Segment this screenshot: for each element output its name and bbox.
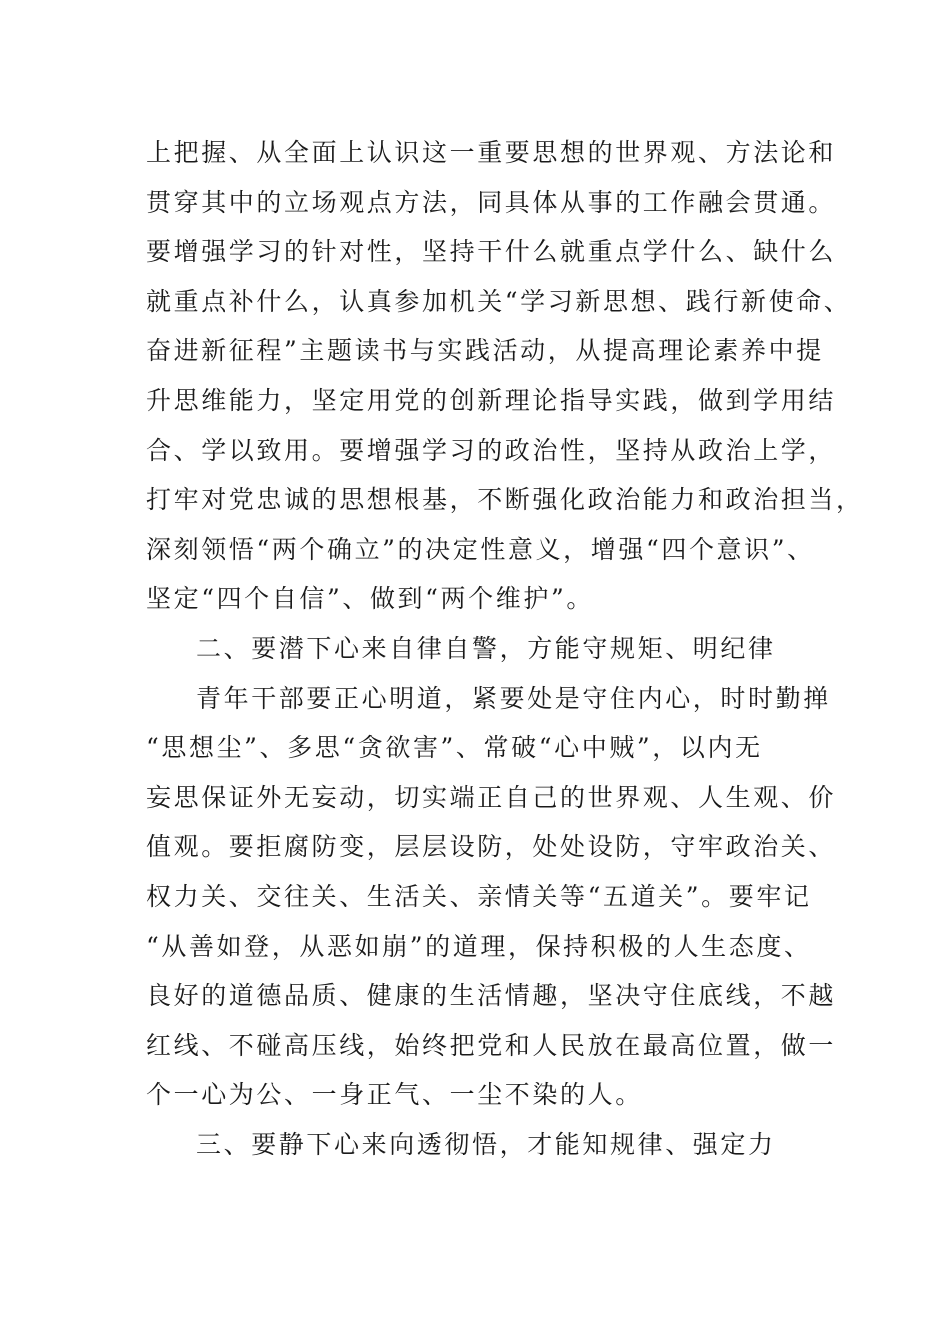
text-line: 权力关、交往关、生活关、亲情关等“五道关”。要牢记: [146, 881, 812, 911]
text-line: 贯穿其中的立场观点方法，同具体从事的工作融会贯通。: [146, 187, 837, 217]
text-line: 深刻领悟“两个确立”的决定性意义，增强“四个意识”、: [146, 534, 815, 564]
text-line: 良好的道德品质、健康的生活情趣，坚决守住底线，不越: [146, 981, 837, 1011]
text-line: 坚定“四个自信”、做到“两个维护”。: [146, 584, 594, 614]
text-line: 个一心为公、一身正气、一尘不染的人。: [146, 1080, 643, 1110]
text-line: 上把握、从全面上认识这一重要思想的世界观、方法论和: [146, 138, 837, 167]
text-line: 红线、不碰高压线，始终把党和人民放在最高位置，做一: [146, 1030, 837, 1060]
text-line: 就重点补什么，认真参加机关“学习新思想、践行新使命、: [146, 286, 852, 316]
text-line: “从善如登，从恶如崩”的道理，保持积极的人生态度、: [146, 931, 812, 961]
text-line: 打牢对党忠诚的思想根基，不断强化政治能力和政治担当，: [146, 485, 864, 515]
text-line: 青年干部要正心明道，紧要处是守住内心，时时勤掸: [196, 683, 831, 713]
text-line: 要增强学习的针对性，坚持干什么就重点学什么、缺什么: [146, 237, 837, 267]
text-line: 妄思保证外无妄动，切实端正自己的世界观、人生观、价: [146, 782, 837, 812]
text-line: “思想尘”、多思“贪欲害”、常破“心中贼”，以内无: [146, 733, 763, 763]
text-line: 值观。要拒腐防变，层层设防，处处设防，守牢政治关、: [146, 832, 837, 862]
text-line: 升思维能力，坚定用党的创新理论指导实践，做到学用结: [146, 385, 837, 415]
section-heading: 三、要静下心来向透彻悟，才能知规律、强定力: [196, 1129, 776, 1159]
text-line: 合、学以致用。要增强学习的政治性，坚持从政治上学，: [146, 435, 837, 465]
section-heading: 二、要潜下心来自律自警，方能守规矩、明纪律: [196, 633, 776, 663]
document-body: [146, 128, 864, 1169]
text-line: 奋进新征程”主题读书与实践活动，从提高理论素养中提: [146, 336, 824, 366]
